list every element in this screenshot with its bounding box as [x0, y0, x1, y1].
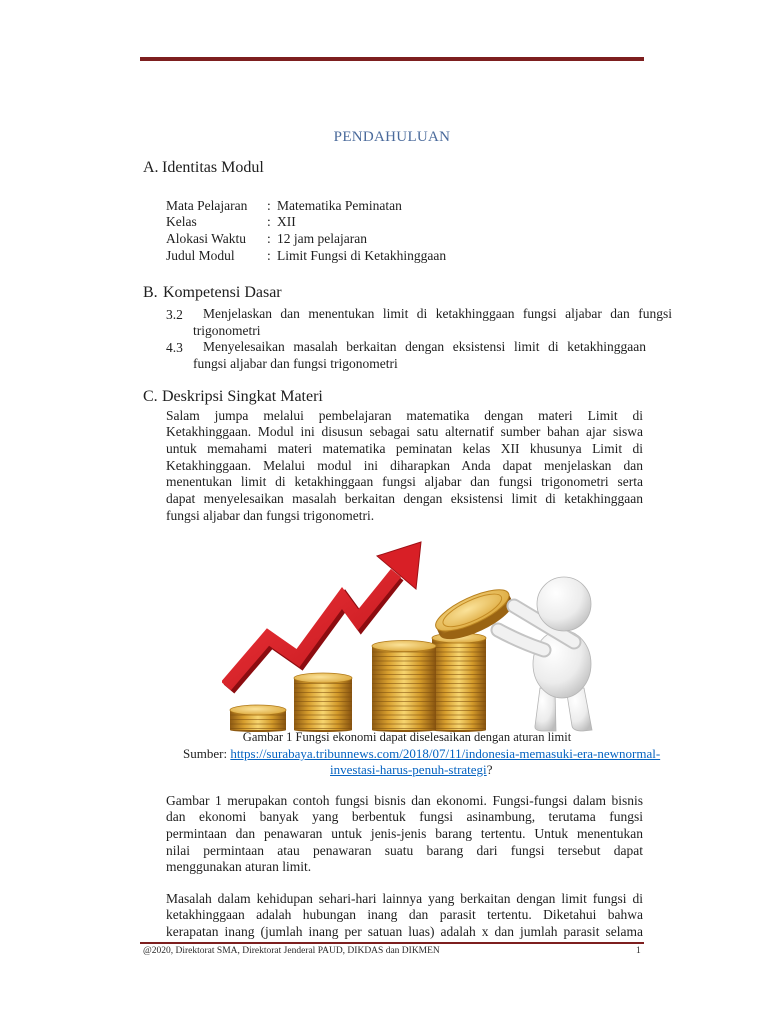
paragraph-line: dan ekonomi banyak yang berbentuk fungsi asinambung, terutama fungsi — [166, 809, 643, 825]
example-paragraph — [166, 891, 643, 941]
paragraph-line: permintaan dan penawaran untuk jenis-jenis barang tertentu. Untuk menentukan — [166, 826, 643, 841]
figure-source-continued — [330, 762, 492, 778]
source-link[interactable]: investasi-harus-penuh-strategi — [330, 762, 487, 777]
identity-row — [0, 230, 768, 247]
white-3d-person-upper — [514, 577, 591, 642]
section-c-heading: Deskripsi Singkat Materi — [162, 388, 323, 405]
paragraph-line: Ketakhinggaan. Melalui modul ini diharapkan Anda dapat menjelaskan dan — [166, 457, 643, 473]
page-title: PENDAHULUAN — [333, 129, 451, 145]
section-b-heading: Kompetensi Dasar — [163, 284, 282, 301]
header-rule — [140, 57, 644, 61]
coin-stack — [372, 641, 436, 733]
coin-stack — [432, 633, 486, 732]
identity-value: 12 jam pelajaran — [277, 230, 367, 246]
description-paragraph — [166, 408, 643, 525]
kd-text-line: Menyelesaikan masalah berkaitan dengan eksistensi limit di ketakhinggaan — [203, 338, 646, 354]
footer-rule — [140, 942, 644, 944]
page-number: 1 — [636, 946, 641, 956]
paragraph-line: untuk memahami materi matematika peminatan kelas XII khusunya Limit di — [166, 441, 643, 456]
identity-row — [0, 197, 768, 214]
identity-separator: : — [267, 197, 271, 213]
footer-copyright: @2020, Direktorat SMA, Direktorat Jenderal PAUD, DIKDAS dan DIKMEN — [143, 946, 440, 956]
explanation-paragraph — [166, 793, 643, 876]
paragraph-line: Masalah dalam kehidupan sehari-hari lainnya yang berkaitan dengan limit fungsi di — [166, 890, 643, 906]
kd-text-line: fungsi aljabar dan fungsi trigonometri — [193, 355, 398, 371]
paragraph-line: dapat menyelesaikan masalah berkaitan dengan eksistensi limit di ketakhinggaan — [166, 490, 643, 506]
kd-number: 4.3 — [166, 339, 183, 355]
kd-text-line: Menjelaskan dan menentukan limit di ketakhinggaan fungsi aljabar dan fungsi — [203, 305, 672, 321]
person-head — [537, 577, 591, 631]
section-a-heading: Identitas Modul — [162, 159, 264, 176]
paragraph-line: Gambar 1 merupakan contoh fungsi bisnis dan ekonomi. Fungsi-fungsi dalam bisnis — [166, 792, 643, 808]
paragraph-line: menentukan limit di ketakhinggaan fungsi aljabar dan fungsi trigonometri serta — [166, 474, 643, 490]
paragraph-line: Salam jumpa melalui pembelajaran matematika dengan materi Limit di — [166, 407, 643, 423]
identity-label: Mata Pelajaran — [166, 197, 248, 213]
paragraph-line: nilai permintaan atau penawaran suatu barang dari fungsi tersebut dapat — [166, 842, 643, 858]
identity-row — [0, 247, 768, 264]
source-suffix: ? — [486, 762, 493, 777]
kd-number: 3.2 — [166, 306, 183, 322]
identity-label: Kelas — [166, 214, 197, 229]
identity-label: Alokasi Waktu — [166, 230, 247, 246]
identity-separator: : — [267, 214, 271, 229]
figure-caption: Gambar 1 Fungsi ekonomi dapat diselesaikan dengan aturan limit — [242, 730, 572, 744]
figure-source — [183, 746, 660, 762]
source-label: Sumber: — [183, 746, 228, 761]
paragraph-line: kerapatan inang (jumlah inang per satuan luas) adalah x dan jumlah parasit selama — [166, 924, 643, 939]
source-link[interactable]: https://surabaya.tribunnews.com/2018/07/11/indonesia-memasuki-era-newnormal- — [230, 746, 661, 761]
identity-label: Judul Modul — [166, 247, 235, 263]
paragraph-line: fungsi aljabar dan fungsi trigonometri. — [166, 507, 375, 523]
section-b-letter: B. — [143, 284, 158, 301]
coin-stack — [230, 705, 286, 732]
identity-row — [0, 213, 768, 230]
identity-value: XII — [277, 214, 296, 229]
identity-separator: : — [267, 230, 271, 246]
paragraph-line: Ketakhinggaan. Modul ini disusun sebagai satu alternatif sumber bahan ajar siswa — [166, 424, 643, 440]
identity-separator: : — [267, 247, 271, 263]
paragraph-line: ketakhinggaan adalah hubungan inang dan parasit tertentu. Diketahui bahwa — [166, 907, 643, 923]
economy-growth-illustration — [222, 540, 598, 732]
coin-stack — [294, 673, 352, 732]
identity-value: Matematika Peminatan — [277, 197, 402, 213]
identity-value: Limit Fungsi di Ketakhinggaan — [277, 247, 447, 263]
kd-text-line: trigonometri — [193, 322, 261, 338]
section-c-letter: C. — [143, 388, 158, 405]
section-a-letter: A. — [143, 159, 159, 176]
paragraph-line: menggunakan aturan limit. — [166, 859, 312, 875]
